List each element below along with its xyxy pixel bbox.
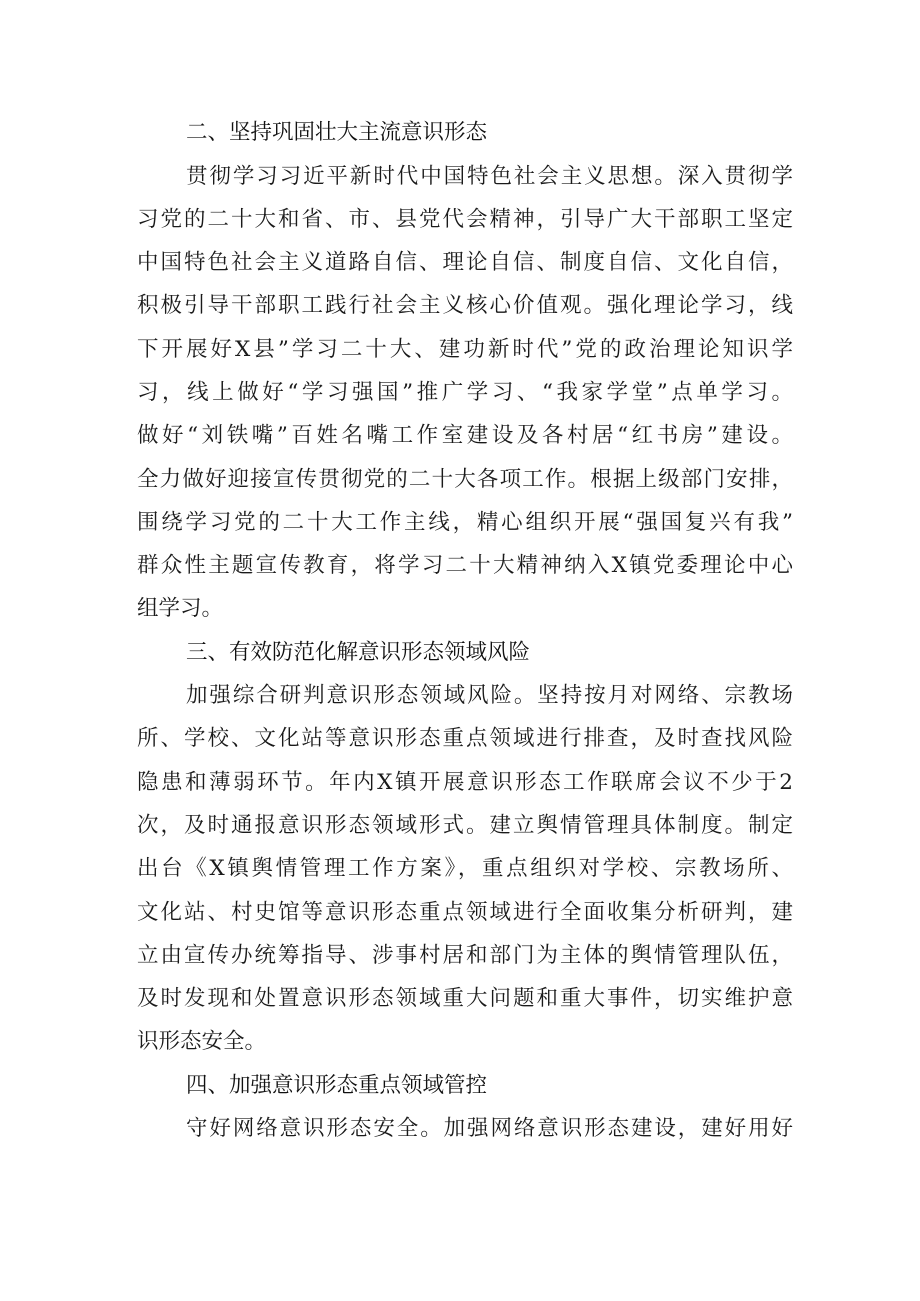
paragraph-line: 次，及时通报意识形态领域形式。建立舆情管理具体制度。制定 (137, 813, 793, 838)
section-heading-4: 四、加强意识形态重点领域管控 (186, 1073, 488, 1098)
paragraph-line: 积极引导干部职工践行社会主义核心价值观。强化理论学习，线 (137, 293, 793, 318)
paragraph-line: 出台《X镇舆情管理工作方案》，重点组织对学校、宗教场所、 (137, 856, 793, 881)
paragraph-line: 加强综合研判意识形态领域风险。坚持按月对网络、宗教场 (186, 683, 793, 708)
paragraph-line: 组学习。 (137, 596, 224, 621)
paragraph-line: 围绕学习党的二十大工作主线，精心组织开展“强国复兴有我” (137, 510, 793, 535)
paragraph-line: 所、学校、文化站等意识形态重点领域进行排查，及时查找风险 (137, 726, 793, 751)
paragraph-line: 习党的二十大和省、市、县党代会精神，引导广大干部职工坚定 (137, 207, 793, 232)
paragraph-line: 贯彻学习习近平新时代中国特色社会主义思想。深入贯彻学 (186, 164, 793, 189)
paragraph-line: 文化站、村史馆等意识形态重点领域进行全面收集分析研判，建 (137, 900, 793, 925)
section-heading-3: 三、有效防范化解意识形态领域风险 (186, 640, 531, 665)
paragraph-line: 群众性主题宣传教育，将学习二十大精神纳入X镇党委理论中心 (137, 553, 793, 578)
paragraph-line: 守好网络意识形态安全。加强网络意识形态建设，建好用好 (186, 1116, 793, 1141)
paragraph-line: 及时发现和处置意识形态领域重大问题和重大事件，切实维护意 (137, 986, 793, 1011)
paragraph-line: 做好“刘铁嘴”百姓名嘴工作室建设及各村居“红书房”建设。 (137, 423, 793, 448)
paragraph-line: 全力做好迎接宣传贯彻党的二十大各项工作。根据上级部门安排， (137, 467, 793, 492)
paragraph-line: 中国特色社会主义道路自信、理论自信、制度自信、文化自信， (137, 250, 793, 275)
paragraph-line: 隐患和薄弱环节。年内X镇开展意识形态工作联席会议不少于2 (137, 770, 793, 795)
paragraph-line: 习，线上做好“学习强国”推广学习、“我家学堂”点单学习。 (137, 380, 793, 405)
paragraph-line: 立由宣传办统筹指导、涉事村居和部门为主体的舆情管理队伍， (137, 943, 793, 968)
section-heading-2: 二、坚持巩固壮大主流意识形态 (186, 120, 488, 145)
paragraph-line: 下开展好X县”学习二十大、建功新时代”党的政治理论知识学 (137, 337, 793, 362)
paragraph-line: 识形态安全。 (137, 1029, 267, 1054)
